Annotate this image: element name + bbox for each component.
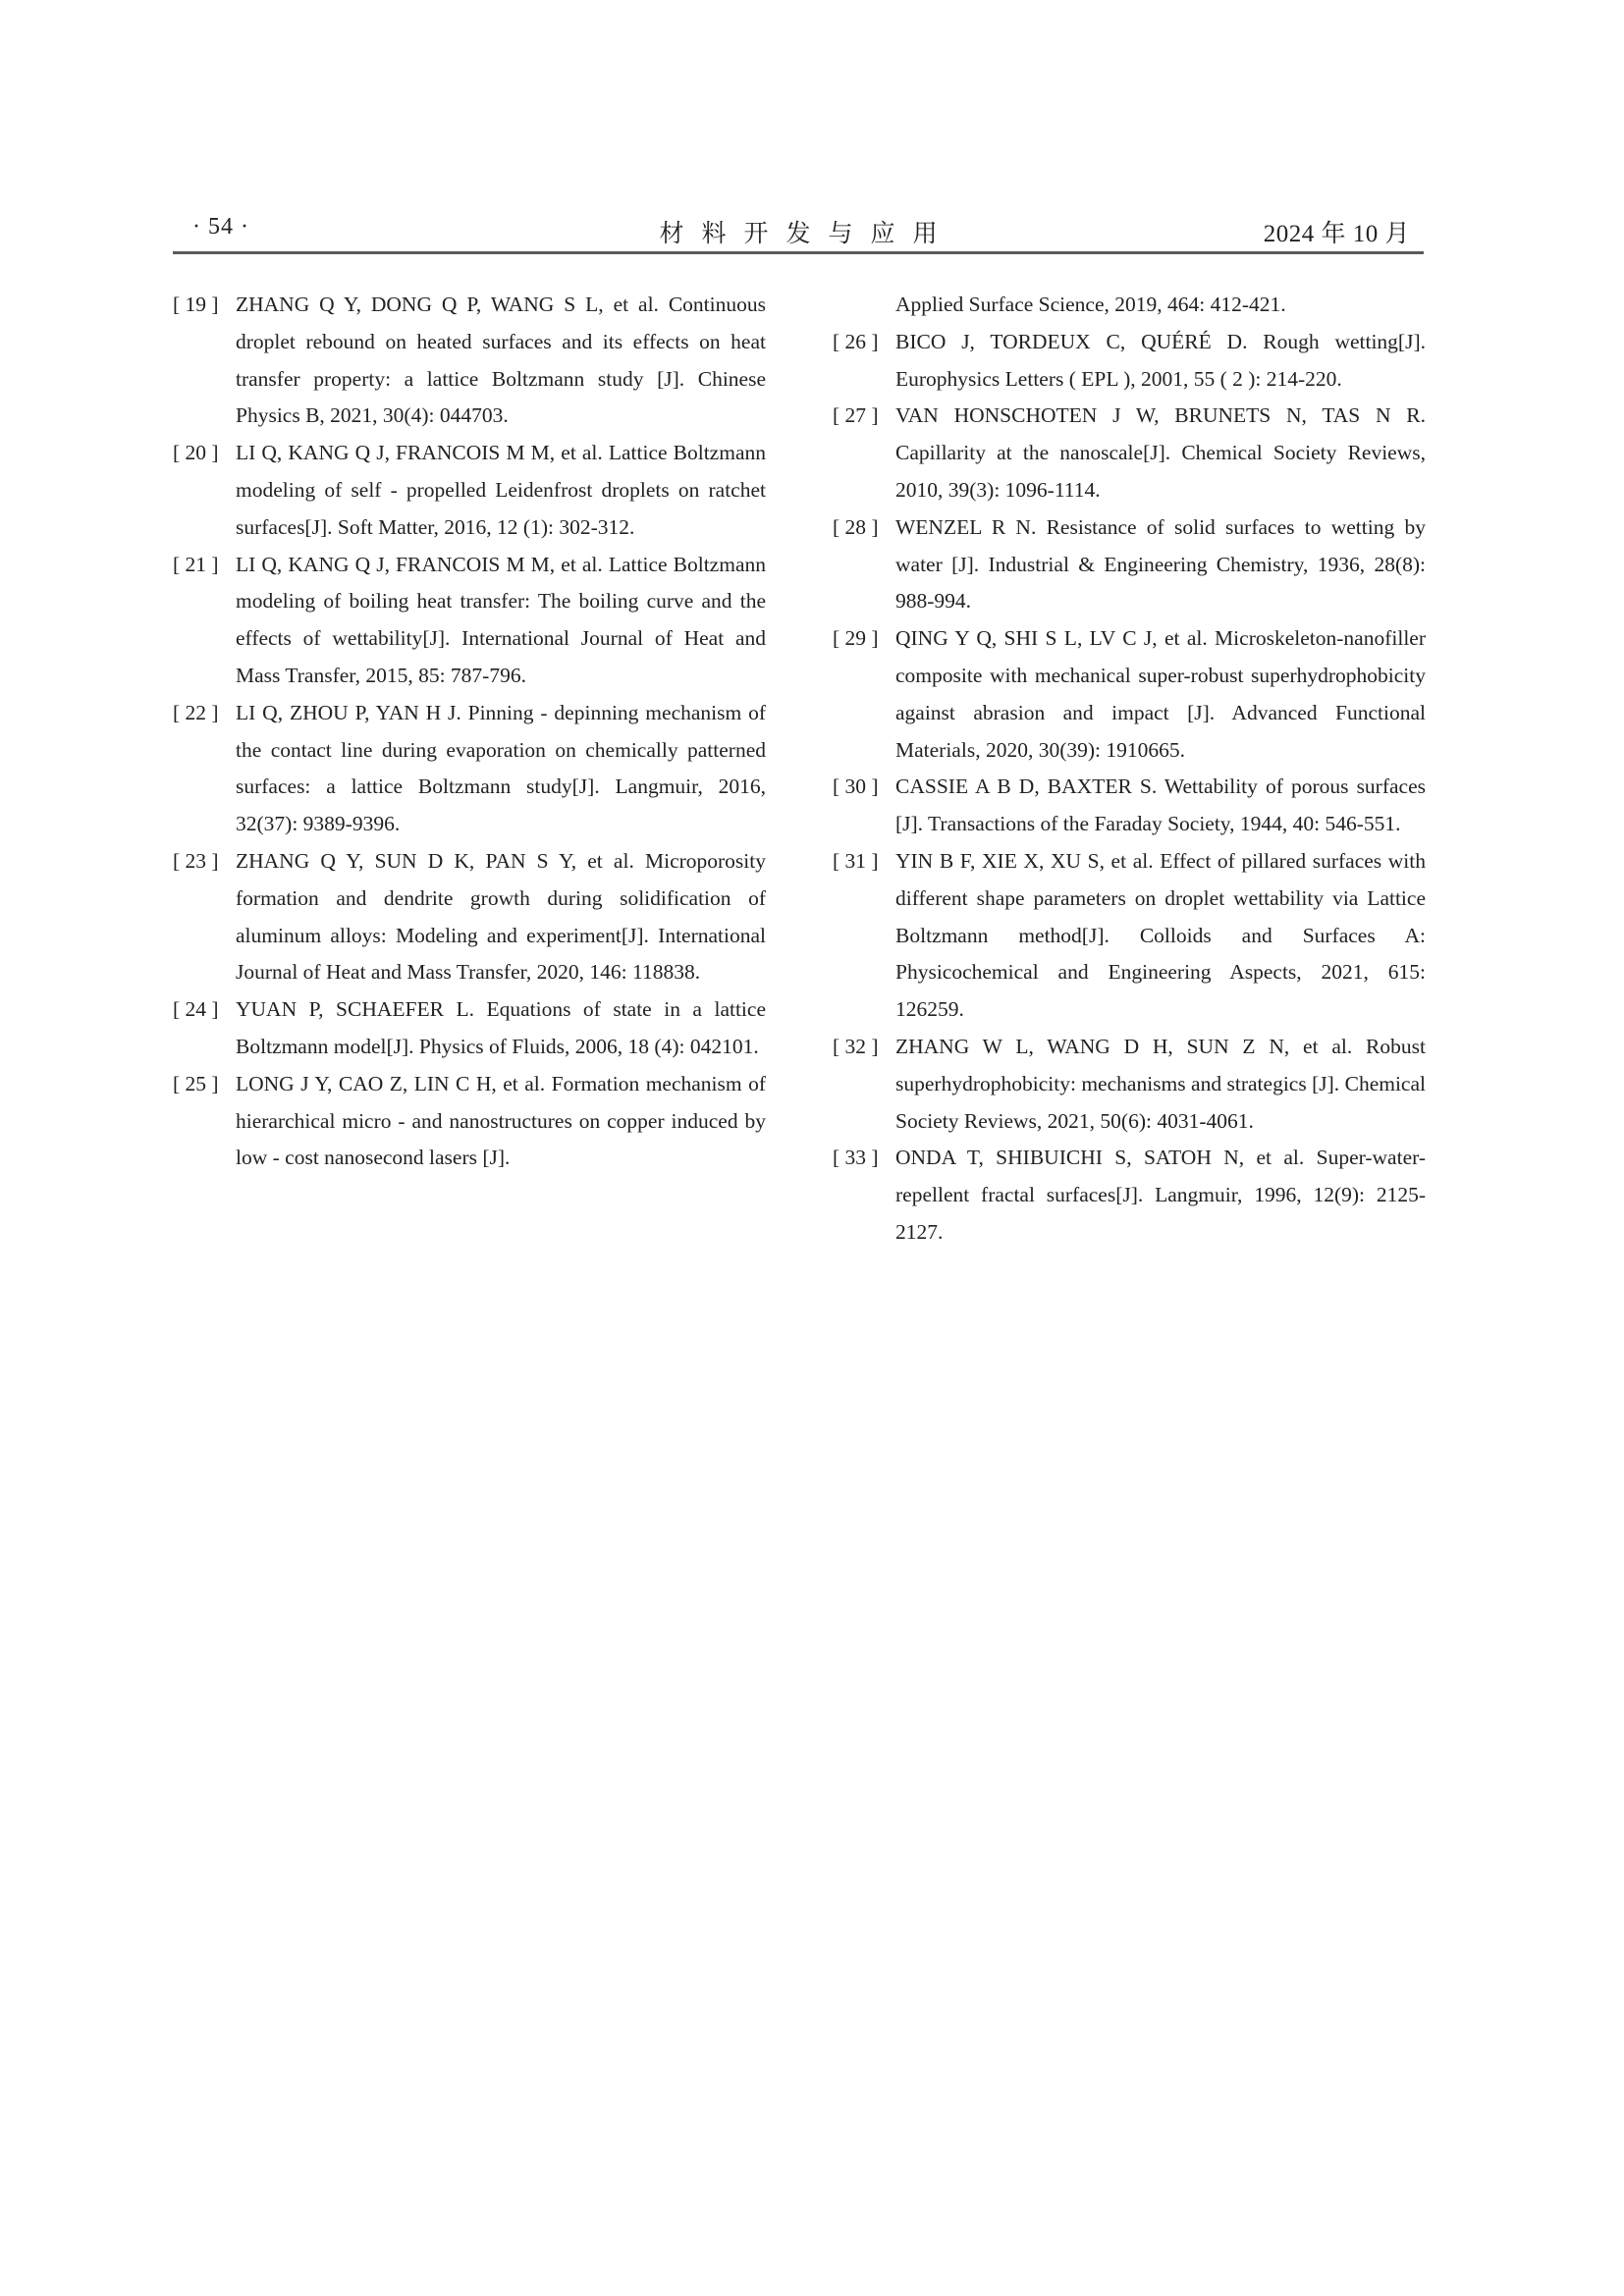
reference-text: WENZEL R N. Resistance of solid surfaces to wetting by water [J]. Industrial & Engineering Chemistry, 1936, 28(8): 988-994. bbox=[895, 514, 1426, 614]
reference-item bbox=[833, 620, 1426, 769]
reference-item bbox=[833, 769, 1426, 843]
reference-item bbox=[173, 695, 766, 843]
reference-text: QING Y Q, SHI S L, LV C J, et al. Microskeleton-nanofiller composite with mechanical super-robust superhydrophobicity against abrasion and impact [J]. Advanced Functional Materials, 2020, 30(39): 1910665. bbox=[895, 626, 1426, 762]
reference-text: VAN HONSCHOTEN J W, BRUNETS N, TAS N R. Capillarity at the nanoscale[J]. Chemical Society Reviews, 2010, 39(3): 1096-1114. bbox=[895, 403, 1426, 502]
reference-text: LONG J Y, CAO Z, LIN C H, et al. Formation mechanism of hierarchical micro - and nanostructures on copper induced by low - cost nanosecond lasers [J]. bbox=[236, 1071, 766, 1170]
issue-date: 2024 年 10 月 bbox=[1263, 221, 1410, 247]
reference-text: BICO J, TORDEUX C, QUÉRÉ D. Rough wetting[J]. Europhysics Letters ( EPL ), 2001, 55 ( 2 ): 214-220. bbox=[895, 329, 1426, 391]
reference-number: [ 26 ] bbox=[833, 329, 879, 353]
reference-number: [ 22 ] bbox=[173, 700, 219, 724]
reference-number: [ 23 ] bbox=[173, 848, 219, 873]
reference-item bbox=[833, 1029, 1426, 1140]
reference-text: LI Q, KANG Q J, FRANCOIS M M, et al. Lattice Boltzmann modeling of boiling heat transfer: The boiling curve and the effects of wettability[J]. International Journal of Heat and Mass Transfer, 2015, 85: 787-796. bbox=[236, 552, 766, 687]
reference-text: LI Q, KANG Q J, FRANCOIS M M, et al. Lattice Boltzmann modeling of self - propelled Leidenfrost droplets on ratchet surfaces[J]. Soft Matter, 2016, 12 (1): 302-312. bbox=[236, 441, 766, 539]
reference-item bbox=[173, 1066, 766, 1177]
reference-item bbox=[173, 843, 766, 991]
journal-title: 材料开发与应用 bbox=[659, 221, 955, 247]
reference-item bbox=[173, 435, 766, 546]
reference-item bbox=[833, 843, 1426, 1029]
reference-item bbox=[833, 324, 1426, 399]
reference-item bbox=[173, 287, 766, 435]
reference-number: [ 21 ] bbox=[173, 552, 219, 576]
reference-number: [ 28 ] bbox=[833, 514, 879, 539]
reference-item bbox=[833, 1140, 1426, 1251]
reference-text: ZHANG W L, WANG D H, SUN Z N, et al. Robust superhydrophobicity: mechanisms and strategics [J]. Chemical Society Reviews, 2021, 50(6): 4031-4061. bbox=[895, 1034, 1426, 1133]
reference-number: [ 33 ] bbox=[833, 1146, 879, 1170]
reference-number: [ 29 ] bbox=[833, 626, 879, 651]
reference-text: YIN B F, XIE X, XU S, et al. Effect of pillared surfaces with different shape parameters on droplet wettability via Lattice Boltzmann method[J]. Colloids and Surfaces A: Physicochemical and Engineering Aspects, 2021, 615: 126259. bbox=[895, 848, 1426, 1022]
reference-text: ZHANG Q Y, DONG Q P, WANG S L, et al. Continuous droplet rebound on heated surfaces and its effects on heat transfer property: a lattice Boltzmann study [J]. Chinese Physics B, 2021, 30(4): 044703. bbox=[236, 293, 766, 428]
page-header bbox=[173, 214, 1424, 255]
header-rule bbox=[173, 251, 1424, 254]
reference-text: ONDA T, SHIBUICHI S, SATOH N, et al. Super-water-repellent fractal surfaces[J]. Langmuir, 1996, 12(9): 2125-2127. bbox=[895, 1146, 1426, 1244]
reference-number: [ 25 ] bbox=[173, 1071, 219, 1095]
reference-item bbox=[833, 509, 1426, 620]
reference-number: [ 32 ] bbox=[833, 1034, 879, 1058]
reference-continuation: Applied Surface Science, 2019, 464: 412-421. bbox=[895, 293, 1286, 316]
reference-number: [ 19 ] bbox=[173, 293, 219, 316]
reference-text: CASSIE A B D, BAXTER S. Wettability of porous surfaces [J]. Transactions of the Faraday Society, 1944, 40: 546-551. bbox=[895, 774, 1426, 836]
reference-item bbox=[173, 547, 766, 695]
references-right-column bbox=[833, 287, 1426, 1252]
reference-number: [ 31 ] bbox=[833, 848, 879, 873]
reference-number: [ 27 ] bbox=[833, 403, 879, 428]
reference-item bbox=[833, 398, 1426, 508]
reference-text: YUAN P, SCHAEFER L. Equations of state in a lattice Boltzmann model[J]. Physics of Fluids, 2006, 18 (4): 042101. bbox=[236, 997, 766, 1058]
page-number: · 54 · bbox=[192, 214, 249, 240]
reference-number: [ 20 ] bbox=[173, 441, 219, 465]
reference-text: LI Q, ZHOU P, YAN H J. Pinning - depinning mechanism of the contact line during evaporation on chemically patterned surfaces: a lattice Boltzmann study[J]. Langmuir, 2016, 32(37): 9389-9396. bbox=[236, 700, 766, 836]
reference-text: ZHANG Q Y, SUN D K, PAN S Y, et al. Microporosity formation and dendrite growth during solidification of aluminum alloys: Modeling and experiment[J]. International Journal of Heat and Mass Transfer, 2020, 146: 118838. bbox=[236, 848, 766, 985]
references-left-column bbox=[173, 287, 766, 1177]
reference-number: [ 24 ] bbox=[173, 997, 219, 1022]
reference-number: [ 30 ] bbox=[833, 774, 879, 799]
reference-item bbox=[173, 991, 766, 1066]
